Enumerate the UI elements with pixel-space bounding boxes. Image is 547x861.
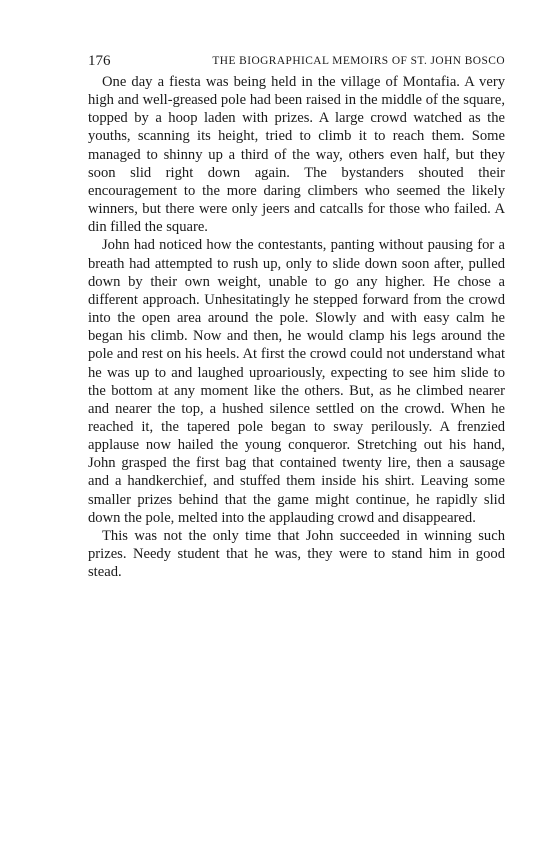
paragraph-fiesta: One day a fiesta was being held in the village of Montafia. A very high and well-greased pole had been raised in the middle of the square, topped by a hoop laden with prizes. A large crowd watched as the youths, scanning its height, tried to climb it to reach them. Some managed to shinny up a third of the way, others even half, but they soon slid right down again. The bystanders shouted their encouragement to the more daring climbers who seemed the likely winners, but there were only jeers and catcalls for those who failed. A din filled the square. bbox=[88, 74, 505, 236]
paragraph-climb: John had noticed how the contestants, panting without pausing for a breath had attempted to rush up, only to slide down soon after, pulled down by their own weight, unable to go any higher. He chose a different approach. Unhesitatingly he stepped forward from the crowd into the open area around the pole. Slowly and with easy calm he began his climb. Now and then, he would clamp his legs around the pole and rest on his heels. At first the crowd could not understand what he was up to and laughed uproariously, expecting to see him slide to the bottom at any moment like the others. But, as he climbed nearer and nearer the top, a hushed silence settled on the crowd. When he reached it, the tapered pole began to sway perilously. A frenzied applause now hailed the young conqueror. Stretching out his hand, John grasped the first bag that contained twenty lire, then a sausage and a handkerchief, and stuffed them inside his shirt. Leaving some smaller prizes behind that the game might continue, he rapidly slid down the pole, melted into the applauding crowd and disappeared. bbox=[88, 237, 505, 526]
page-header bbox=[88, 52, 505, 70]
body-text bbox=[88, 73, 505, 581]
running-head: THE BIOGRAPHICAL MEMOIRS OF ST. JOHN BOSCO bbox=[212, 55, 505, 67]
page-number: 176 bbox=[88, 53, 111, 69]
paragraph-prizes: This was not the only time that John succeeded in winning such prizes. Needy student that he was, they were to stand him in good stead. bbox=[88, 527, 505, 581]
